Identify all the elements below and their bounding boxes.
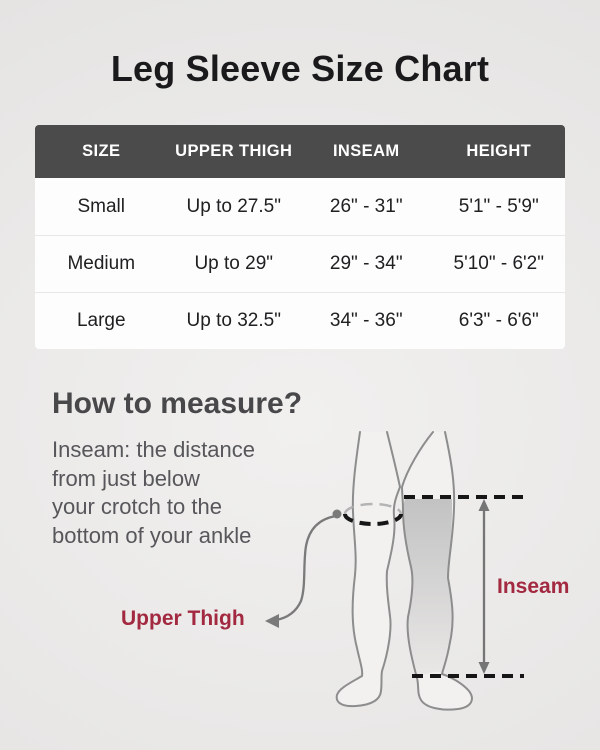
table-row-small — [35, 178, 565, 235]
inseam-label: Inseam — [497, 575, 570, 598]
cell-upper-thigh: Up to 32.5" — [186, 310, 281, 331]
note-line: Inseam: the distance — [52, 437, 256, 462]
cell-height: 6'3" - 6'6" — [458, 310, 539, 331]
size-chart-table — [35, 125, 565, 349]
cell-upper-thigh: Up to 27.5" — [186, 195, 281, 217]
page-title: Leg Sleeve Size Chart — [110, 48, 490, 89]
cell-size: Medium — [67, 253, 136, 274]
cell-inseam: 29" - 34" — [329, 253, 403, 274]
left-leg — [337, 432, 400, 706]
table-header-row — [35, 125, 565, 178]
cell-size: Large — [76, 310, 126, 331]
header-cell-height: HEIGHT — [466, 142, 532, 160]
upper-thigh-pointer-arrow — [265, 510, 342, 629]
cell-inseam: 34" - 36" — [329, 310, 403, 331]
cell-height: 5'10" - 6'2" — [453, 253, 544, 274]
cell-size: Small — [77, 195, 125, 217]
right-leg — [402, 432, 472, 710]
note-line: your crotch to the — [52, 494, 222, 519]
note-line: bottom of your ankle — [52, 522, 252, 548]
inseam-arrow — [479, 499, 490, 674]
inseam-definition-note — [52, 436, 255, 550]
upper-thigh-label: Upper Thigh — [121, 607, 245, 630]
header-cell-inseam: INSEAM — [332, 142, 400, 160]
cell-height: 5'1" - 5'9" — [458, 195, 539, 217]
note-line: from just below — [52, 465, 200, 491]
cell-upper-thigh: Up to 29" — [194, 253, 274, 274]
header-cell-size: SIZE — [82, 142, 121, 160]
table-row-large — [35, 292, 565, 349]
table-row-medium — [35, 235, 565, 292]
how-to-measure-heading: How to measure? — [52, 387, 303, 420]
header-cell-upper-thigh: UPPER THIGH — [175, 142, 293, 160]
measurement-illustration — [240, 420, 570, 750]
cell-inseam: 26" - 31" — [329, 195, 403, 217]
